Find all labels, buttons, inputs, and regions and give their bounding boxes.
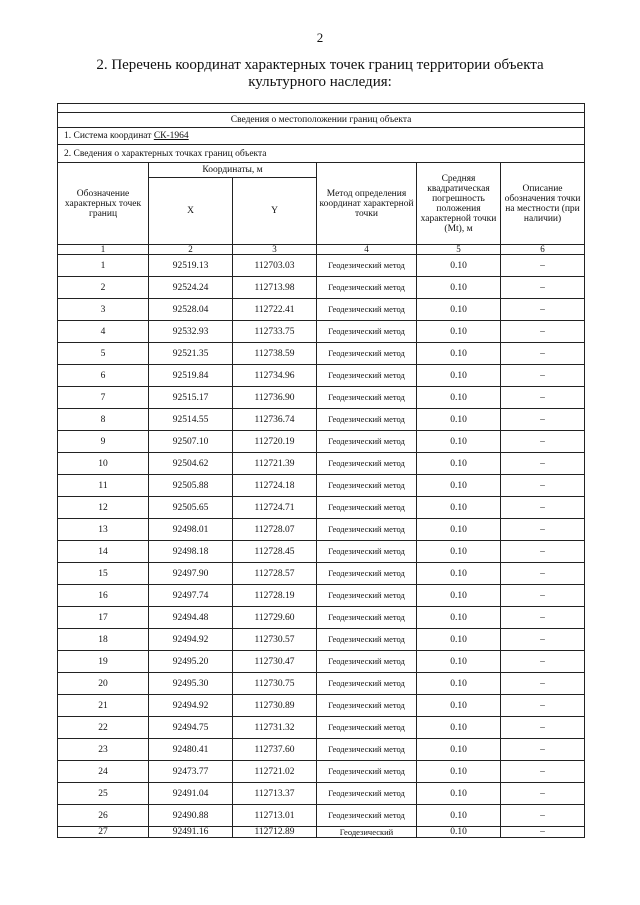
coord-x-cell: 92519.84 [149, 365, 233, 387]
header-description: Описание обозначения точки на местности (при наличии) [501, 163, 585, 245]
coordinates-table [57, 103, 585, 838]
method-cell: Геодезический метод [317, 453, 417, 475]
table-row [58, 783, 585, 805]
error-value-cell: 0.10 [417, 739, 501, 761]
point-number-cell: 25 [58, 783, 149, 805]
coord-x-cell: 92532.93 [149, 321, 233, 343]
point-number-cell: 26 [58, 805, 149, 827]
method-cell: Геодезический [317, 827, 417, 838]
coord-y-cell: 112720.19 [233, 431, 317, 453]
error-value-cell: 0.10 [417, 519, 501, 541]
method-cell: Геодезический метод [317, 695, 417, 717]
table-row [58, 739, 585, 761]
error-value-cell: 0.10 [417, 255, 501, 277]
error-value-cell: 0.10 [417, 783, 501, 805]
coord-x-cell: 92519.13 [149, 255, 233, 277]
point-number-cell: 10 [58, 453, 149, 475]
method-cell: Геодезический метод [317, 277, 417, 299]
description-cell: – [501, 475, 585, 497]
coord-x-cell: 92497.90 [149, 563, 233, 585]
table-row [58, 321, 585, 343]
table-row [58, 387, 585, 409]
error-value-cell: 0.10 [417, 387, 501, 409]
coord-x-cell: 92497.74 [149, 585, 233, 607]
method-cell: Геодезический метод [317, 783, 417, 805]
description-cell: – [501, 695, 585, 717]
error-value-cell: 0.10 [417, 409, 501, 431]
error-value-cell: 0.10 [417, 343, 501, 365]
method-cell: Геодезический метод [317, 365, 417, 387]
description-cell: – [501, 805, 585, 827]
point-number-cell: 22 [58, 717, 149, 739]
coord-x-cell: 92528.04 [149, 299, 233, 321]
table-row [58, 431, 585, 453]
description-cell: – [501, 387, 585, 409]
document-title: 2. Перечень координат характерных точек границ территории объекта культурного наследия: [96, 57, 544, 90]
coord-x-cell: 92480.41 [149, 739, 233, 761]
table-row [58, 277, 585, 299]
coord-x-cell: 92521.35 [149, 343, 233, 365]
table-row [58, 607, 585, 629]
description-cell: – [501, 717, 585, 739]
coord-y-cell: 112724.71 [233, 497, 317, 519]
coord-y-cell: 112721.39 [233, 453, 317, 475]
column-number: 2 [149, 245, 233, 255]
coord-y-cell: 112713.37 [233, 783, 317, 805]
point-number-cell: 24 [58, 761, 149, 783]
table-top-spacer [58, 104, 585, 113]
point-number-cell: 27 [58, 827, 149, 838]
method-cell: Геодезический метод [317, 321, 417, 343]
coord-x-cell: 92498.18 [149, 541, 233, 563]
method-cell: Геодезический метод [317, 343, 417, 365]
description-cell: – [501, 431, 585, 453]
coord-x-cell: 92498.01 [149, 519, 233, 541]
table-row [58, 629, 585, 651]
method-cell: Геодезический метод [317, 299, 417, 321]
method-cell: Геодезический метод [317, 629, 417, 651]
point-number-cell: 23 [58, 739, 149, 761]
point-number-cell: 13 [58, 519, 149, 541]
method-cell: Геодезический метод [317, 805, 417, 827]
coord-x-cell: 92524.24 [149, 277, 233, 299]
coord-y-cell: 112713.98 [233, 277, 317, 299]
point-number-cell: 18 [58, 629, 149, 651]
coord-y-cell: 112722.41 [233, 299, 317, 321]
coord-y-cell: 112703.03 [233, 255, 317, 277]
error-value-cell: 0.10 [417, 497, 501, 519]
header-point: Обозначение характерных точек границ [58, 163, 149, 245]
table-row [58, 453, 585, 475]
table-row [58, 563, 585, 585]
description-cell: – [501, 343, 585, 365]
error-value-cell: 0.10 [417, 607, 501, 629]
error-value-cell: 0.10 [417, 365, 501, 387]
header-coordinates: Координаты, м [149, 163, 317, 178]
error-value-cell: 0.10 [417, 805, 501, 827]
point-number-cell: 2 [58, 277, 149, 299]
coord-x-cell: 92491.16 [149, 827, 233, 838]
table-row [58, 365, 585, 387]
header-y: Y [233, 178, 317, 245]
description-cell: – [501, 761, 585, 783]
coord-x-cell: 92495.30 [149, 673, 233, 695]
table-row [58, 761, 585, 783]
coord-x-cell: 92491.04 [149, 783, 233, 805]
table-row [58, 651, 585, 673]
point-number-cell: 12 [58, 497, 149, 519]
table-row [58, 541, 585, 563]
coord-y-cell: 112721.02 [233, 761, 317, 783]
method-cell: Геодезический метод [317, 563, 417, 585]
method-cell: Геодезический метод [317, 541, 417, 563]
description-cell: – [501, 783, 585, 805]
description-cell: – [501, 563, 585, 585]
coord-y-cell: 112728.19 [233, 585, 317, 607]
error-value-cell: 0.10 [417, 695, 501, 717]
column-number: 4 [317, 245, 417, 255]
table-row [58, 255, 585, 277]
method-cell: Геодезический метод [317, 409, 417, 431]
coord-x-cell: 92494.48 [149, 607, 233, 629]
coord-y-cell: 112731.32 [233, 717, 317, 739]
coord-y-cell: 112729.60 [233, 607, 317, 629]
point-number-cell: 1 [58, 255, 149, 277]
point-number-cell: 5 [58, 343, 149, 365]
coord-y-cell: 112730.47 [233, 651, 317, 673]
error-value-cell: 0.10 [417, 629, 501, 651]
point-number-cell: 7 [58, 387, 149, 409]
method-cell: Геодезический метод [317, 255, 417, 277]
table-row [58, 717, 585, 739]
error-value-cell: 0.10 [417, 541, 501, 563]
coord-y-cell: 112737.60 [233, 739, 317, 761]
coord-x-cell: 92494.92 [149, 629, 233, 651]
error-value-cell: 0.10 [417, 827, 501, 838]
table-row [58, 827, 585, 838]
method-cell: Геодезический метод [317, 673, 417, 695]
description-cell: – [501, 629, 585, 651]
error-value-cell: 0.10 [417, 651, 501, 673]
method-cell: Геодезический метод [317, 585, 417, 607]
error-value-cell: 0.10 [417, 717, 501, 739]
coord-y-cell: 112728.07 [233, 519, 317, 541]
error-value-cell: 0.10 [417, 321, 501, 343]
method-cell: Геодезический метод [317, 739, 417, 761]
description-cell: – [501, 827, 585, 838]
coord-x-cell: 92505.88 [149, 475, 233, 497]
table-row [58, 475, 585, 497]
header-x: X [149, 178, 233, 245]
table-row [58, 695, 585, 717]
description-cell: – [501, 585, 585, 607]
description-cell: – [501, 607, 585, 629]
method-cell: Геодезический метод [317, 497, 417, 519]
method-cell: Геодезический метод [317, 651, 417, 673]
method-cell: Геодезический метод [317, 607, 417, 629]
point-number-cell: 16 [58, 585, 149, 607]
coord-y-cell: 112728.45 [233, 541, 317, 563]
description-cell: – [501, 497, 585, 519]
error-value-cell: 0.10 [417, 453, 501, 475]
description-cell: – [501, 255, 585, 277]
coord-y-cell: 112738.59 [233, 343, 317, 365]
error-value-cell: 0.10 [417, 585, 501, 607]
point-number-cell: 17 [58, 607, 149, 629]
point-number-cell: 3 [58, 299, 149, 321]
error-value-cell: 0.10 [417, 277, 501, 299]
error-value-cell: 0.10 [417, 563, 501, 585]
coordinate-system-value: СК-1964 [153, 131, 189, 141]
description-cell: – [501, 673, 585, 695]
coord-x-cell: 92514.55 [149, 409, 233, 431]
column-number: 3 [233, 245, 317, 255]
method-cell: Геодезический метод [317, 431, 417, 453]
point-number-cell: 19 [58, 651, 149, 673]
method-cell: Геодезический метод [317, 519, 417, 541]
description-cell: – [501, 519, 585, 541]
table-row [58, 497, 585, 519]
coord-y-cell: 112730.89 [233, 695, 317, 717]
coord-x-cell: 92494.92 [149, 695, 233, 717]
error-value-cell: 0.10 [417, 431, 501, 453]
point-number-cell: 4 [58, 321, 149, 343]
coord-x-cell: 92473.77 [149, 761, 233, 783]
coord-x-cell: 92507.10 [149, 431, 233, 453]
method-cell: Геодезический метод [317, 387, 417, 409]
point-number-cell: 9 [58, 431, 149, 453]
coord-y-cell: 112713.01 [233, 805, 317, 827]
coord-y-cell: 112730.75 [233, 673, 317, 695]
column-number: 6 [501, 245, 585, 255]
table-row [58, 343, 585, 365]
description-cell: – [501, 541, 585, 563]
point-number-cell: 21 [58, 695, 149, 717]
description-cell: – [501, 651, 585, 673]
description-cell: – [501, 409, 585, 431]
coord-y-cell: 112730.57 [233, 629, 317, 651]
error-value-cell: 0.10 [417, 673, 501, 695]
method-cell: Геодезический метод [317, 475, 417, 497]
table-row [58, 299, 585, 321]
header-method: Метод определения координат характерной точки [317, 163, 417, 245]
point-number-cell: 15 [58, 563, 149, 585]
error-value-cell: 0.10 [417, 761, 501, 783]
coordinate-system [58, 128, 585, 145]
method-cell: Геодезический метод [317, 761, 417, 783]
description-cell: – [501, 321, 585, 343]
points-section-title: 2. Сведения о характерных точках границ объекта [58, 145, 585, 163]
coord-x-cell: 92505.65 [149, 497, 233, 519]
coord-y-cell: 112712.89 [233, 827, 317, 838]
point-number-cell: 14 [58, 541, 149, 563]
coord-y-cell: 112728.57 [233, 563, 317, 585]
error-value-cell: 0.10 [417, 299, 501, 321]
table-row [58, 805, 585, 827]
table-row [58, 673, 585, 695]
point-number-cell: 20 [58, 673, 149, 695]
description-cell: – [501, 739, 585, 761]
error-value-cell: 0.10 [417, 475, 501, 497]
coord-x-cell: 92515.17 [149, 387, 233, 409]
description-cell: – [501, 365, 585, 387]
coord-y-cell: 112736.74 [233, 409, 317, 431]
coord-x-cell: 92490.88 [149, 805, 233, 827]
point-number-cell: 11 [58, 475, 149, 497]
point-number-cell: 8 [58, 409, 149, 431]
coordinate-system-prefix: 1. Система координат [64, 131, 154, 141]
column-number: 1 [58, 245, 149, 255]
point-number-cell: 6 [58, 365, 149, 387]
coord-y-cell: 112734.96 [233, 365, 317, 387]
description-cell: – [501, 453, 585, 475]
coord-x-cell: 92495.20 [149, 651, 233, 673]
coord-x-cell: 92504.62 [149, 453, 233, 475]
table-row [58, 585, 585, 607]
description-cell: – [501, 277, 585, 299]
coord-y-cell: 112736.90 [233, 387, 317, 409]
table-row [58, 519, 585, 541]
header-error: Средняя квадратическая погрешность положения характерной точки (Мt), м [417, 163, 501, 245]
table-row [58, 409, 585, 431]
description-cell: – [501, 299, 585, 321]
page-number: 2 [316, 30, 324, 45]
section-title: Сведения о местоположении границ объекта [58, 113, 585, 128]
coord-y-cell: 112733.75 [233, 321, 317, 343]
column-number: 5 [417, 245, 501, 255]
method-cell: Геодезический метод [317, 717, 417, 739]
coord-y-cell: 112724.18 [233, 475, 317, 497]
coord-x-cell: 92494.75 [149, 717, 233, 739]
